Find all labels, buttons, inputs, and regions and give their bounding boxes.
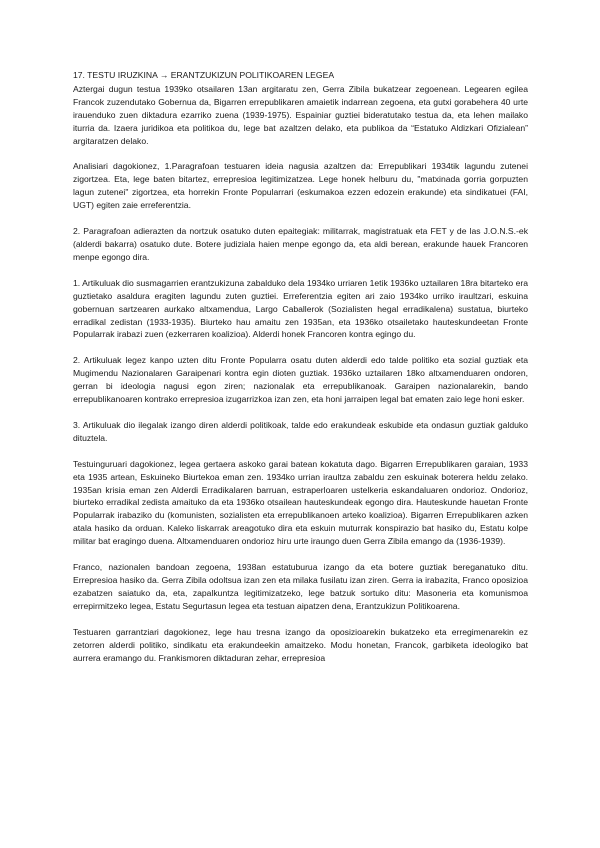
paragraph-context: Testuinguruari dagokionez, legea gertaera askoko garai batean kokatuta dago. Bigarren Errepublikaren garaian, 1933 eta 1935 artean, Eskuineko Biurtekoa eman zen. 1934ko urrian iraultza zabaldu zen eskuinak boterera heldu zelako. 1935an krisia eman zen Alderdi Erradikalaren barruan, estraperloaren ustelkeria eskandaluaren ondorioz. Ondorioz, biurteko erradikal zedista amaituko da eta 1936ko otsailean hauteskundeak egongo dira. Hauteskunde hauetan Fronte Popularrak irabaziko du (komunisten, sozialisten eta errepublikanoen arteko koalizioa). Bigarren Errepublikaren azken atala hasiko da orduan. Kaleko liskarrak areagotuko dira eta eskuin muturrak konspirazio bat hasiko du, Estatu kolpe militar bat eragingo duena. Altxamenduaren ondorioz hiru urte iraungo duen Gerra Zibila emango da (1936-1939). [73, 458, 528, 547]
document-page [73, 69, 528, 677]
paragraph-article-3: 3. Artikuluak dio ilegalak izango diren alderdi politikoak, talde edo erakundeak eskubide eta ondasun guztiak galduko dituztela. [73, 419, 528, 443]
paragraph-franco: Franco, nazionalen bandoan zegoena, 1938an estatuburua izango da eta botere guztiak bereganatuko ditu. Errepresioa hasiko da. Gerra Zibila odoltsua izan zen eta milaka fusilatu izan ziren. Gerra ia irabazita, Franco oposizioa ezabatzen saiatuko da, eta, zapalkuntza legitimizatzeko, lege batzuk sortuko ditu: Masoneria eta komunismoa errepirmitzeko legea, Estatu Segurtasun legea eta testuan aipatzen dena, Erantzukizun Politikoarena. [73, 562, 528, 611]
paragraph-article-2: 2. Artikuluak legez kanpo uzten ditu Fronte Popularra osatu duten alderdi edo talde politiko eta sozial guztiak eta Mugimendu Nazionalaren Garaipenari kontra egin dioten guztiak. 1936ko uztailaren 18ko altxamenduaren ondoren, gerran bi ideologia nagusi egon ziren; nazionalak eta errepublikanoak. Garaipen nazionalarekin, bando errepublikanoaren kontrako errepresioa izugarrizkoa izan zen, eta honi jarraipen legal bat ematen zaio lege honi esker. [73, 355, 528, 405]
paragraph-analysis: Analisiari dagokionez, 1.Paragrafoan testuaren ideia nagusia azaltzen da: Errepublikari 1934tik lagundu zutenei zigortzea. Eta, lege baten bitartez, errepresioa legitimizatzea. Lege honek helburu du, "matxinada gorria gorpuzten lagun zutenei" zigortzea, eta horrekin Fronte Popularrari (eskumakoa ezzen edozein erakunde) eta sindikatuei (FAI, UGT) egiten zaie erreferentzia. [73, 161, 528, 211]
paragraph-article-1: 1. Artikuluak dio susmagarrien erantzukizuna zabalduko dela 1934ko urriaren 1etik 1936ko uztailaren 18ra bitarteko era guztietako asaldura eragiten lagundu zuten guztiei. Erreferentzia egiten ari zaio 1934ko urriko iraultzari, eskuina gobernuan sartzearen aurkako altxamendua, Largo Caballerok (Sozialisten hegal erradikalena) sustatua, biurteko erradikal zedistan (1933-1935). Biurteko hau amaitu zen 1935an, eta 1936ko otsailetako hauteskundeetan Fronte Popularrak irabazi zuen (ezkerraren koalizioa). Alderdi honek Francoren kontra egingo du. [73, 277, 528, 340]
paragraph-importance: Testuaren garrantziari dagokionez, lege hau tresna izango da oposizioarekin bukatzeko eta erregimenarekin ez zetorren alderdi politiko, sindikatu eta erakundeekin amaitzeko. Modu honetan, Francok, garbiketa ideologiko bat aurrera eramango du. Frankismoren diktaduran zehar, errepresioa [73, 626, 528, 663]
document-title: 17. TESTU IRUZKINA → ERANTZUKIZUN POLITIKOAREN LEGEA [73, 70, 335, 80]
paragraph-introduction: Aztergai dugun testua 1939ko otsailaren 13an argitaratu zen, Gerra Zibila bukatzear zegoenean. Legearen egilea Francok zuzendutako Gobernua da, Bigarren errepublikaren amaietik indarrean zegoena, eta gutxi gorabehera 40 urte irauenduko zuen diktadura ezarriko zuena (1939-1975). Espainiar guztiei bideratutako testua da, eta lehen mailako iturria da. Izaera juridikoa eta politikoa du, lege bat azaltzen delako, eta publikoa da “Estatuko Aldizkari Ofizialean” argitaratzen delako. [73, 83, 528, 146]
paragraph-second-section: 2. Paragrafoan adierazten da nortzuk osatuko duten epaitegiak: militarrak, magistratuak eta FET y de las J.O.N.S.-ek (alderdi bakarra) osatuko dute. Botere judiziala haien menpe egongo da, eta aldi berean, erakunde hauek Francoren menpe egongo dira. [73, 226, 528, 262]
